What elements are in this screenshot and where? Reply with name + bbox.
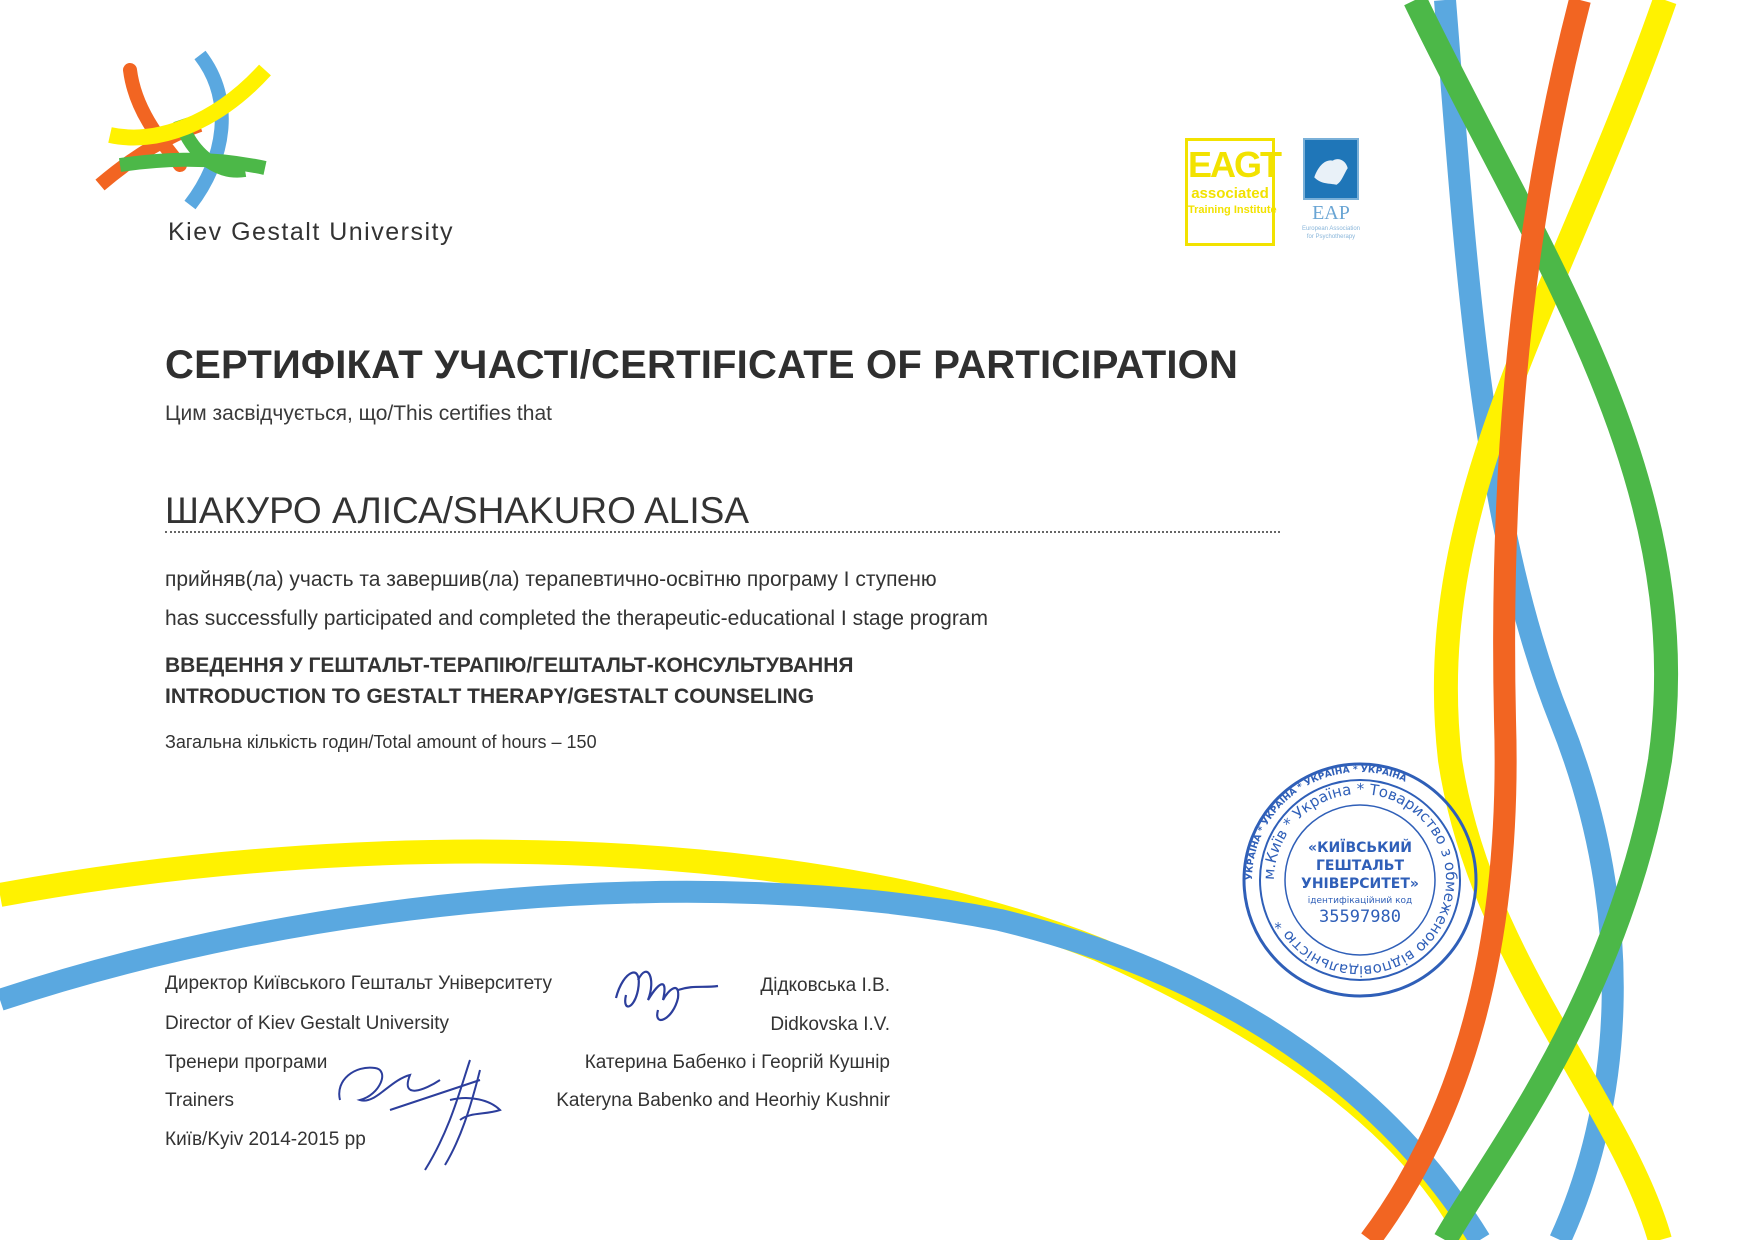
eap-subtitle: European Association for Psychotherapy — [1301, 226, 1361, 240]
trainers-names-ua: Катерина Бабенко і Георгій Кушнір — [584, 1052, 890, 1073]
stamp-code-label: ідентифікаційний код — [1307, 896, 1413, 906]
official-stamp — [1240, 760, 1480, 1000]
director-name-ua: Дідковська І.В. — [760, 975, 890, 996]
director-name-en: Didkovska I.V. — [770, 1014, 890, 1035]
stamp-outer-text: УКРАЇНА * УКРАЇНА * УКРАЇНА * УКРАЇНА — [1244, 764, 1408, 881]
trainers-label-ua: Тренери програми — [165, 1052, 328, 1073]
stamp-ring-text: м.Київ * Україна * Товариство з обмеженою відповідальністю * — [1259, 779, 1461, 981]
trainers-signatures — [330, 1040, 530, 1175]
university-name: Kiev Gestalt University — [168, 218, 454, 246]
director-title-en: Director of Kiev Gestalt University — [165, 1013, 450, 1034]
total-hours: Загальна кількість годин/Total amount of hours – 150 — [165, 732, 597, 752]
europe-silhouette-icon — [1305, 140, 1357, 198]
eap-label: EAP — [1312, 202, 1350, 224]
trainers-label-en: Trainers — [165, 1090, 234, 1111]
certifies-line: Цим засвідчується, що/This certifies that — [165, 402, 552, 425]
place-date: Київ/Kyiv 2014-2015 рр — [165, 1129, 366, 1150]
certificate-title: СЕРТИФІКАТ УЧАСТІ/CERTIFICATE OF PARTICIPATION — [165, 343, 1239, 387]
kgu-logo-icon — [95, 40, 280, 215]
stamp-center-line2: ГЕШТАЛЬТ — [1315, 858, 1405, 874]
participation-ua: прийняв(ла) участь та завершив(ла) терапевтично-освітню програму I ступеню — [165, 568, 937, 591]
stamp-code: 35597980 — [1319, 907, 1401, 927]
name-divider — [165, 531, 1280, 533]
trainers-names-en: Kateryna Babenko and Heorhiy Kushnir — [556, 1090, 890, 1111]
director-title-ua: Директор Київського Гештальт Університету — [165, 973, 552, 994]
stamp-center-line3: УНІВЕРСИТЕТ» — [1301, 876, 1419, 892]
eagt-logo-icon — [1185, 138, 1281, 246]
director-signature — [608, 950, 723, 1030]
participation-en: has successfully participated and completed the therapeutic-educational I stage program — [165, 607, 988, 630]
program-title-ua: ВВЕДЕННЯ У ГЕШТАЛЬТ-ТЕРАПІЮ/ГЕШТАЛЬТ-КОНСУЛЬТУВАННЯ — [165, 654, 854, 677]
eagt-logo-title: EAGT — [1188, 144, 1281, 185]
recipient-name: ШАКУРО АЛІСА/SHAKURO ALISA — [165, 490, 750, 531]
eagt-logo-line2: associated — [1191, 185, 1269, 202]
program-title-en: INTRODUCTION TO GESTALT THERAPY/GESTALT COUNSELING — [165, 685, 815, 708]
europe-map-icon — [1303, 138, 1359, 200]
eap-logo-icon — [1301, 138, 1361, 248]
stamp-center-line1: «КИЇВСЬКИЙ — [1308, 840, 1412, 856]
eagt-logo-line3: Training Institute — [1188, 204, 1277, 216]
